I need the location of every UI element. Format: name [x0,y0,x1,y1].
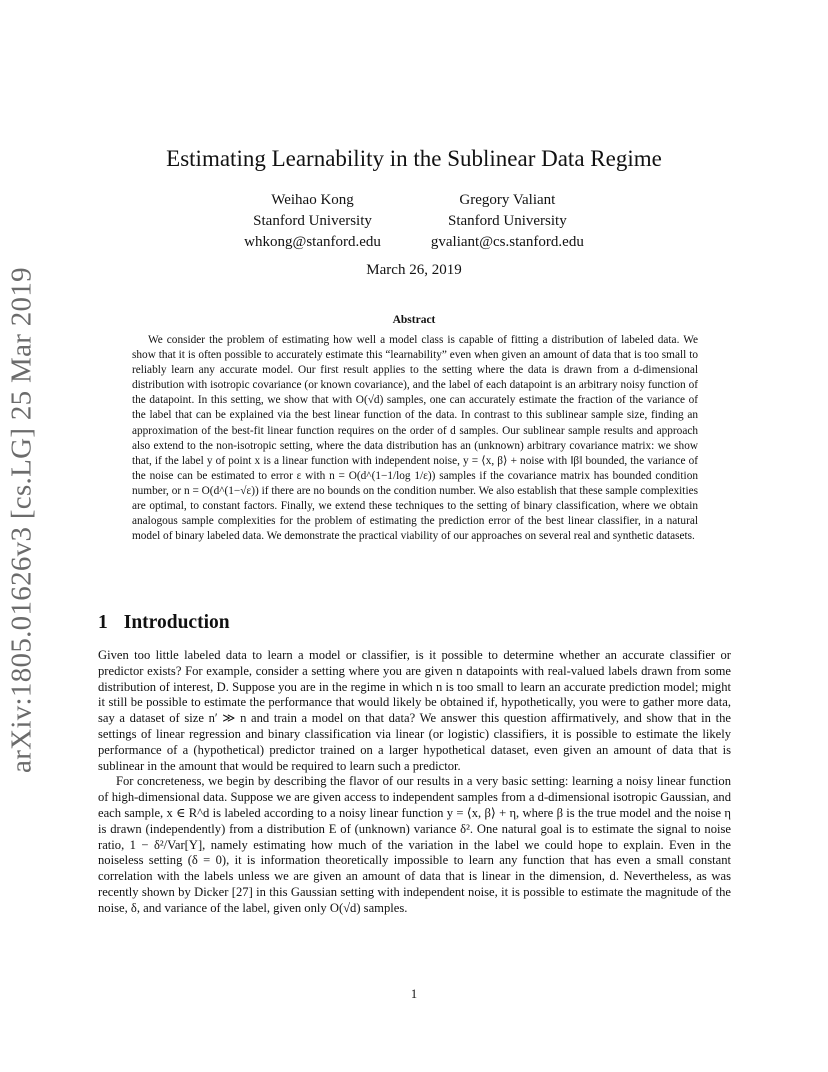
paper-date: March 26, 2019 [366,262,462,278]
abstract-text: We consider the problem of estimating how well a model class is capable of fitting a distribution of labeled data. We show that it is often possible to accurately estimate this “learnability” even when given an amount of data that is too small to reliably learn any accurate model. Our first result applies to the setting where the data is drawn from a d-dimensional distribution with isotropic covariance (or known covariance), and the label of each datapoint is an arbitrary noisy function of the datapoint. In this setting, we show that with O(√d) samples, one can accurately estimate the fraction of the variance of the label that can be explained via the best linear function of the data. In contrast to this sublinear sample size, finding an approximation of the best-fit linear function requires on the order of d samples. Our sublinear sample results and approach also extend to the non-isotropic setting, where the data distribution has an (unknown) arbitrary covariance matrix: we show that, if the label y of point x is a linear function with independent noise, y = ⟨x, β⟩ + noise with ‖β‖ bounded, the variance of the noise can be estimated to error ε with n = O(d^(1−1/log 1/ε)) samples if the covariance matrix has bounded condition number, or n = O(d^(1−√ε)) if there are no bounds on the condition number. We also establish that these sample complexities are optimal, to constant factors. Finally, we extend these techniques to the setting of binary classification, where we obtain analogous sample complexities for the problem of estimating the prediction error of the best linear classifier, in a natural model of binary labeled data. We demonstrate the practical viability of our approaches on several real and synthetic datasets. [132,334,698,543]
author-block [0,190,828,253]
author-email: gvaliant@cs.stanford.edu [430,234,584,250]
author-email: whkong@stanford.edu [244,234,381,250]
section-heading [98,612,230,634]
section-title: Introduction [123,612,230,633]
author-2 [431,190,584,253]
author-affiliation: Stanford University [253,213,372,229]
author-name: Weihao Kong [271,192,354,208]
abstract-heading: Abstract [392,314,436,326]
page-number: 1 [410,987,418,1001]
author-name: Gregory Valiant [459,192,556,208]
paragraph: For concreteness, we begin by describing the flavor of our results in a very basic setting: learning a noisy linear function of high-dimensional data. Suppose we are given access to independent samples from a d-dimensional isotropic Gaussian, and each sample, x ∈ R^d is labeled according to a noisy linear function y = ⟨x, β⟩ + η, where β is the true model and the noise η is drawn (independently) from a distribution E of (unknown) variance δ². One natural goal is to estimate the signal to noise ratio, 1 − δ²/Var[Y], namely estimating how much of the variation in the label we could hope to explain. Even in the noiseless setting (δ = 0), it is information theoretically impossible to learn any function that has even a small constant correlation with the labels unless we are given an amount of data that is linear in the dimension, d. Nevertheless, as was recently shown by Dicker [27] in this Gaussian setting with independent noise, it is possible to estimate the magnitude of the noise, δ, and variance of the label, given only O(√d) samples. [98,774,731,915]
section-number: 1 [98,612,108,633]
arxiv-identifier: arXiv:1805.01626v3 [cs.LG] 25 Mar 2019 [5,267,38,773]
paragraph: Given too little labeled data to learn a model or classifier, is it possible to determine whether an accurate classifier or predictor exists? For example, consider a setting where you are given n datapoints with real-valued labels drawn from some distribution of interest, D. Suppose you are in the regime in which n is too small to learn an accurate prediction model; might it still be possible to estimate the performance that would likely be obtained if, hypothetically, you were to gather more data, say a dataset of size n′ ≫ n and train a model on that data? We answer this question affirmatively, and show that in the settings of linear regression and binary classification via linear (or logistic) classifiers, it is possible to estimate the likely performance of a (hypothetical) predictor trained on a larger hypothetical dataset, even given an amount of data that is sublinear in the amount that would be required to learn such a predictor. [98,648,731,773]
author-1 [244,190,381,253]
author-affiliation: Stanford University [447,213,567,229]
paper-title: Estimating Learnability in the Sublinear Data Regime [166,146,662,171]
introduction-body [98,648,731,917]
